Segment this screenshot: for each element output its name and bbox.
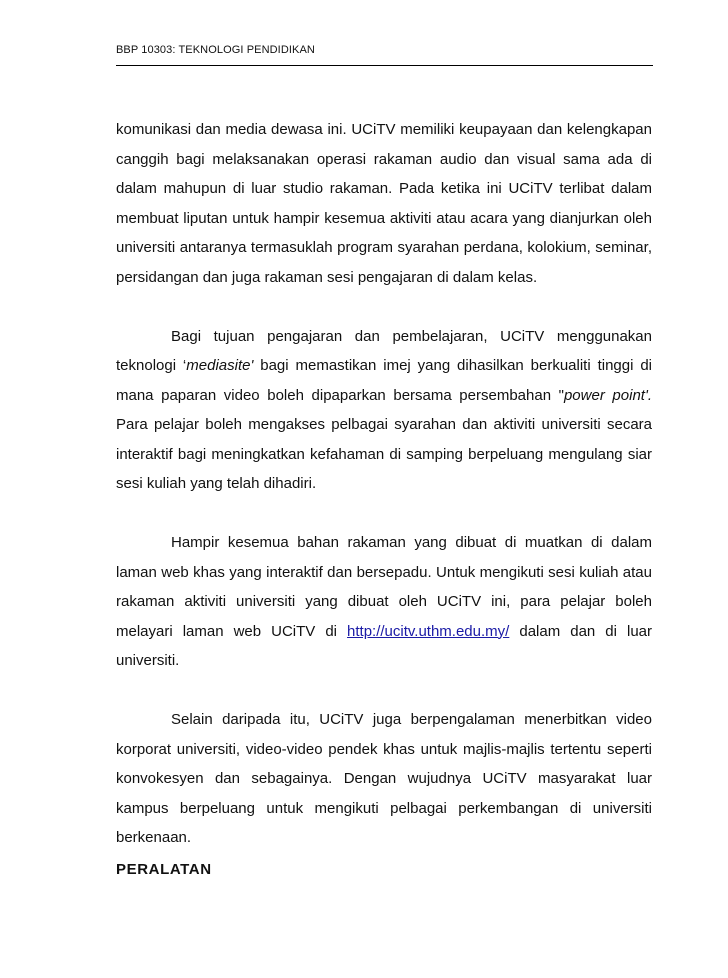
body-text xyxy=(116,115,652,853)
italic-term-power-point: power point'. xyxy=(563,386,652,404)
text-run: bagi memastikan imej yang dihasilkan berkualiti tinggi di mana paparan video boleh dipaparkan bersama persembahan " xyxy=(116,357,652,404)
text-run: Bagi tujuan pengajaran dan pembelajaran, UCiTV menggunakan teknologi ‘ xyxy=(116,327,652,374)
running-header: BBP 10303: TEKNOLOGI PENDIDIKAN xyxy=(116,44,315,56)
italic-term-mediasite: mediasite' xyxy=(186,357,254,374)
text-run: Para pelajar boleh mengakses pelbagai syarahan dan aktiviti universiti secara interaktif bagi meningkatkan kefahaman di samping berpeluang mengulang siar sesi kuliah yang telah dihadiri. xyxy=(116,416,652,492)
header-rule xyxy=(116,65,653,66)
section-heading: PERALATAN xyxy=(116,861,212,878)
ucitv-website-link[interactable]: http://ucitv.uthm.edu.my/ xyxy=(347,622,510,640)
paragraph-website xyxy=(116,528,652,676)
paragraph-ucitv-capabilities: komunikasi dan media dewasa ini. UCiTV memiliki keupayaan dan kelengkapan canggih bagi melaksanakan operasi rakaman audio dan visual sama ada di dalam mahupun di luar studio rakaman. Pada ketika ini UCiTV terlibat dalam membuat liputan untuk hampir kesemua aktiviti atau acara yang dianjurkan oleh universiti antaranya termasuklah program syarahan perdana, kolokium, seminar, persidangan dan juga rakaman sesi pengajaran di dalam kelas. xyxy=(116,121,652,286)
paragraph-gap xyxy=(116,499,652,529)
text-run: Hampir kesemua bahan rakaman yang dibuat di muatkan di dalam laman web khas yang interaktif dan bersepadu. Untuk mengikuti sesi kuliah atau rakaman aktiviti universiti yang dibuat oleh UCiTV ini, para pelajar boleh melayari laman web UCiTV di xyxy=(116,534,652,640)
paragraph-gap xyxy=(116,292,652,322)
paragraph-corporate-video: Selain daripada itu, UCiTV juga berpengalaman menerbitkan video korporat universiti, video-video pendek khas untuk majlis-majlis tertentu seperti konvokesyen dan sebagainya. Dengan wujudnya UCiTV masyarakat luar kampus berpeluang untuk mengikuti pelbagai perkembangan di universiti berkenaan. xyxy=(116,711,652,846)
paragraph-gap xyxy=(116,676,652,706)
text-run: dalam dan di luar universiti. xyxy=(116,622,652,669)
paragraph-teaching-learning xyxy=(116,322,652,499)
